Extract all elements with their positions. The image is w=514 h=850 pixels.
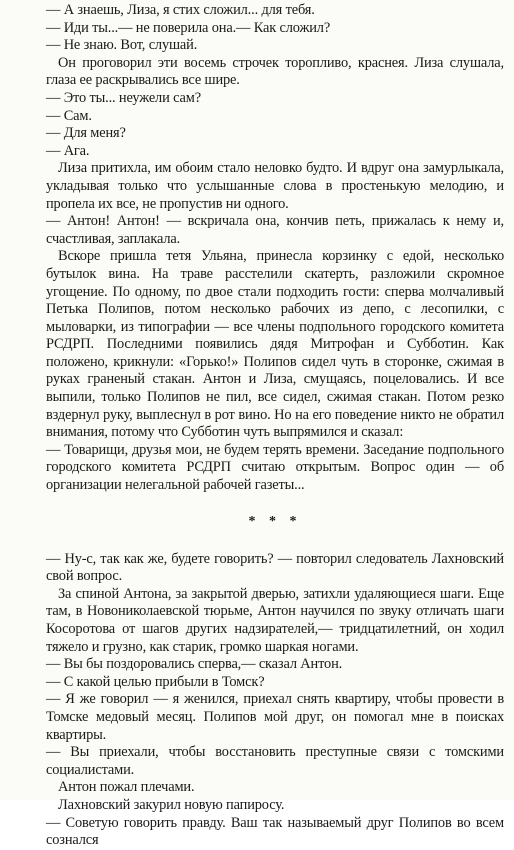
paragraph: — Вы приехали, чтобы восстановить преступные связи с томскими социалистами. (46, 744, 504, 778)
paragraph: Лахновский закурил новую папиросу. (58, 796, 285, 813)
paragraph: Лиза притихла, им обоим стало неловко будто. И вдруг она замурлыкала, укладывая только что услышанные слова в простенькую мелодию, и пропела их все, не пропустив ни одного. (46, 160, 504, 212)
paragraph: — Я же говорил — я женился, приехал снять квартиру, чтобы провести в Томске медовый месяц. Полипов мой друг, он помогал мне в поисках квартиры. (46, 691, 504, 743)
paragraph: — Ну-с, так как же, будете говорить? — повторил следователь Лахновский свой вопрос. (46, 550, 504, 585)
paragraph: За спиной Антона, за закрытой дверью, затихли удаляющиеся шаги. Еще там, в Новониколаевской тюрьме, Антон научился по звуку отличать шаги Косоротова от шагов других надзирателей,— тридцатилетний, он ходил тяжело и грузно, как старик, громко шаркая ногами. (46, 585, 504, 655)
text-section-1 (46, 2, 504, 495)
paragraph: — Вы бы поздоровались сперва,— сказал Антон. (46, 656, 343, 673)
paragraph: — Товарищи, друзья мои, не будем терять времени. Заседание подпольного городского комитета РСДРП считаю открытым. Вопрос один — об организации нелегальной рабочей газеты... (46, 441, 504, 494)
section-separator: * * * (248, 513, 302, 529)
paragraph: Он проговорил эти восемь строчек торопливо, краснея. Лиза слушала, глаза ее раскрывались все шире. (46, 54, 504, 89)
paragraph: Вскоре пришла тетя Ульяна, принесла корзинку с едой, несколько бутылок вина. На траве расстелили скатерть, разложили скромное угощение. По одному, по двое стали подходить гости: сперва молчаливый Петька Полипов, потом несколько рабочих из депо, с лесопилки, с мыловарки, из типографии — все члены подпольного городского комитета РСДРП. Последними появились дядя Митрофан и Субботин. Как положено, крикнули: «Горько!» Полипов сидел чуть в сторонке, сжимая в руках граненый стакан. Антон и Лиза, смущаясь, поцеловались. И все выпили, только Полипов не пил, все сидел, сжимая стакан. Потом резко вздернул руку, выплеснул в рот вино. Но на его поведение никто не обратил внимания, потому что Субботин чуть выпрямился и сказал: (46, 248, 504, 441)
paragraph: — Советую говорить правду. Ваш так называемый друг Полипов во всем сознался (46, 814, 504, 849)
paragraph: — Не знаю. Вот, слушай. (46, 37, 198, 54)
text-section-2 (46, 551, 504, 850)
paragraph: — А знаешь, Лиза, я стих сложил... для тебя. (46, 2, 315, 18)
paragraph: — Для меня? (46, 125, 126, 142)
paragraph: — Иди ты...— не поверила она.— Как сложил? (46, 19, 331, 36)
paragraph: — Это ты... неужели сам? (46, 89, 201, 106)
paragraph: — Сам. (46, 107, 92, 124)
paragraph: — Ага. (46, 142, 90, 159)
paragraph: Антон пожал плечами. (58, 779, 195, 796)
paragraph: — С какой целью прибыли в Томск? (46, 673, 265, 690)
paragraph: — Антон! Антон! — вскричала она, кончив петь, прижалась к нему и, счастливая, заплакала. (46, 213, 504, 247)
